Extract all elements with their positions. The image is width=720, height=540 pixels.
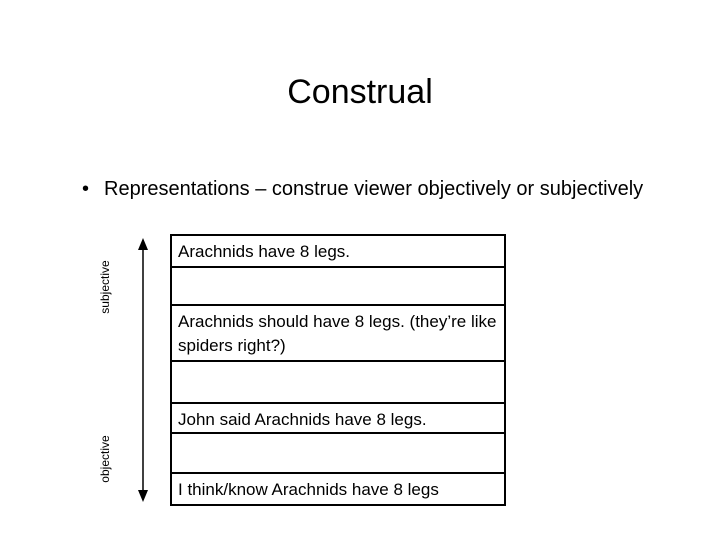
axis-label-subjective: subjective bbox=[98, 260, 112, 314]
axis-label-objective: objective bbox=[98, 435, 112, 483]
double-arrow-icon bbox=[134, 238, 152, 502]
row-text: Arachnids have 8 legs. bbox=[178, 242, 350, 261]
row-text: Arachnids should have 8 legs. (they’re like spiders right?) bbox=[178, 312, 497, 355]
table-row bbox=[172, 404, 504, 434]
slide-title: Construal bbox=[287, 73, 433, 111]
table-row bbox=[172, 306, 504, 362]
row-text: John said Arachnids have 8 legs. bbox=[178, 410, 427, 429]
bullet-text: Representations – construe viewer objectively or subjectively bbox=[104, 178, 644, 200]
table-row bbox=[172, 434, 504, 474]
construal-table bbox=[170, 234, 506, 506]
table-row bbox=[172, 474, 504, 504]
table-row bbox=[172, 268, 504, 306]
row-text: I think/know Arachnids have 8 legs bbox=[178, 480, 439, 499]
table-row bbox=[172, 362, 504, 404]
table-row bbox=[172, 236, 504, 268]
bullet-point bbox=[82, 178, 662, 201]
bullet-marker: • bbox=[82, 178, 90, 200]
